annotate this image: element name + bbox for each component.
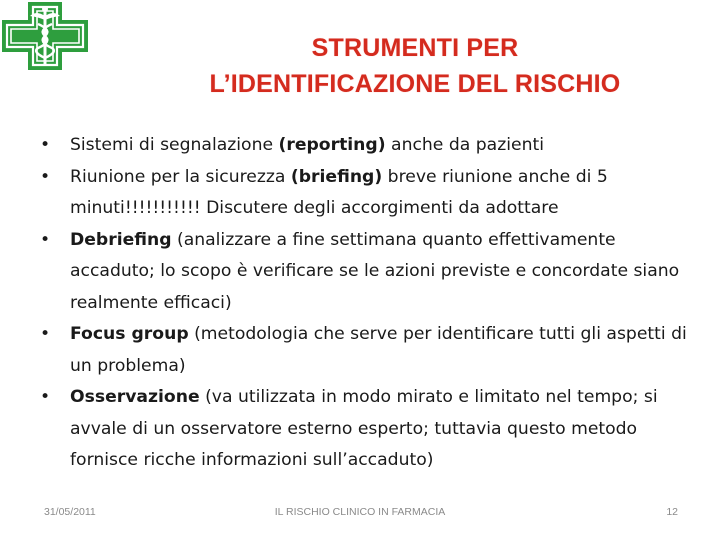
bullet-list (38, 130, 688, 477)
slide-title (150, 30, 680, 102)
bullet-dot-icon: • (40, 229, 51, 250)
bullet-item (38, 225, 688, 320)
bullet-text-bold: Debriefing (70, 229, 172, 250)
page-number: 12 (666, 506, 678, 518)
bullet-text-after: breve riunione anche di 5 minuti!!!!!!!!!!! Discutere degli accorgimenti da adottare (70, 166, 608, 218)
bullet-text-bold: Focus group (70, 324, 189, 344)
bullet-dot-icon: • (40, 135, 51, 155)
bullet-item (38, 130, 688, 162)
bullet-item (38, 319, 688, 382)
footer-title: IL RISCHIO CLINICO IN FARMACIA (274, 506, 446, 518)
bullet-text-before: Riunione per la sicurezza (70, 166, 291, 187)
bullet-dot-icon: • (40, 324, 51, 344)
slide-title-line-1: STRUMENTI PER (311, 34, 519, 62)
bullet-text-after: (va utilizzata in modo mirato e limitato nel tempo; si avvale di un osservatore esterno esperto; tuttavia questo metodo fornisce ricche informazioni sull’accaduto) (70, 387, 658, 470)
bullet-text-bold: (reporting) (278, 135, 386, 155)
bullet-text-bold: Osservazione (70, 387, 200, 407)
bullet-text-after: (analizzare a fine settimana quanto effettivamente accaduto; lo scopo è verificare se le azioni previste e concordate siano realmente efficaci) (70, 229, 680, 313)
bullet-text-after: (metodologia che serve per identificare tutti gli aspetti di un problema) (70, 324, 687, 376)
pharmacy-cross-caduceus-icon (0, 0, 90, 72)
footer-date: 31/05/2011 (44, 506, 96, 518)
slide-title-line-2: L’IDENTIFICAZIONE DEL RISCHIO (209, 70, 621, 98)
bullet-item (38, 162, 688, 225)
bullet-text-bold: (briefing) (290, 166, 383, 187)
bullet-text-before: Sistemi di segnalazione (70, 135, 279, 155)
bullet-item (38, 382, 688, 477)
bullet-dot-icon: • (40, 166, 51, 187)
bullet-text-after: anche da pazienti (385, 135, 544, 155)
bullet-dot-icon: • (40, 387, 51, 407)
